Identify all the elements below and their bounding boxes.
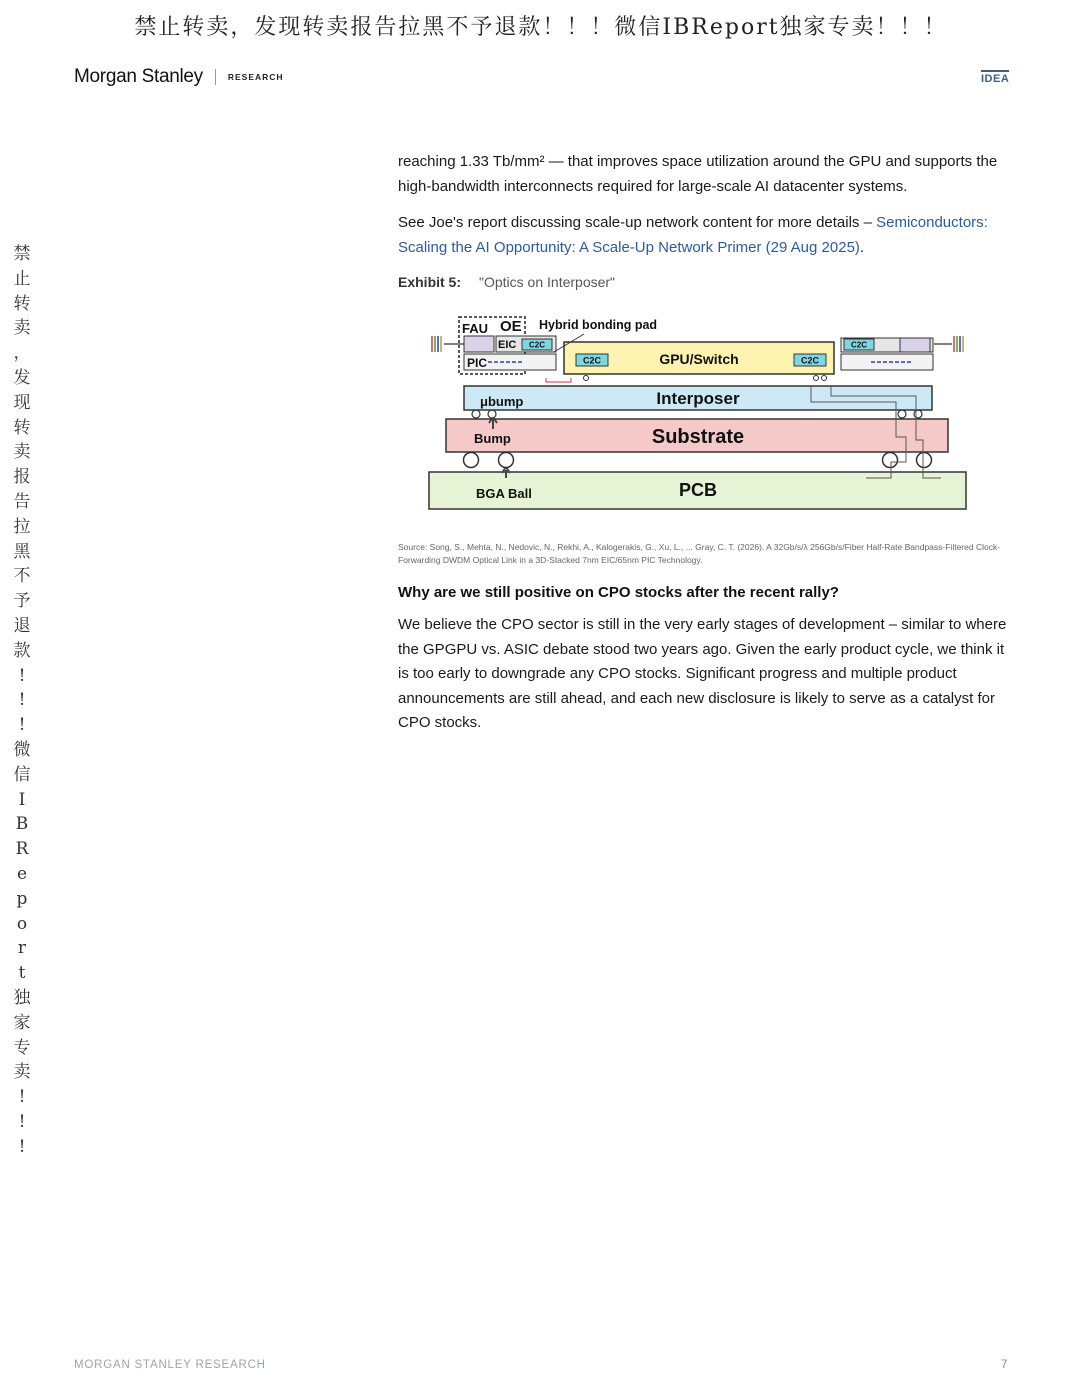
c2c-label: C2C [582,355,602,366]
hybrid-bonding-label: Hybrid bonding pad [539,318,658,332]
routing-trace [546,378,571,382]
substrate-label: Substrate [651,426,745,448]
paragraph-2-text: See Joe's report discussing scale-up network content for more details – [398,214,877,231]
watermark-char: 独 [13,987,31,1008]
bga-ball [464,453,479,468]
brand-divider [215,69,216,85]
ubump-label: μbump [480,394,524,409]
watermark-char: 现 [13,392,31,413]
interposer-label: Interposer [656,389,740,408]
watermark-char: 黑 [13,541,31,562]
watermark-char: B [15,814,29,835]
exhibit-title: "Optics on Interposer" [479,274,616,290]
watermark-char: 转 [13,293,31,314]
paragraph-2 [398,211,1010,260]
fiber-wavelengths-icon [934,336,963,352]
watermark-char: ! [18,1087,26,1108]
bump [472,410,480,418]
paragraph-3: We believe the CPO sector is still in the very early stages of development – similar to where the GPGPU vs. ASIC debate stood two years ago. Given the early product cycle, we think it is too early to downgrade any CPO stocks. Significant progress and multiple product announcements are still ahead, and each new disclosure is likely to serve as a catalyst for CPO stocks. [398,616,1007,731]
paragraph-2-end: . [859,238,865,256]
watermark-banner: 禁止转卖，发现转卖报告拉黑不予退款！！！微信IBReport独家专卖！！！ [134,15,948,40]
c2c-label: C2C [528,340,546,350]
gpu-switch-label: GPU/Switch [659,351,739,367]
watermark-char: 转 [13,417,31,438]
watermark-char: ! [18,690,26,711]
bga-ball [499,453,514,468]
idea-tag: IDEA [981,70,1009,85]
watermark-char: ! [18,665,26,686]
watermark-char: r [17,938,27,959]
section-heading: Why are we still positive on CPO stocks after the recent rally? [398,584,839,601]
bump [914,410,922,418]
fau-block [464,336,494,352]
bump [898,410,906,418]
watermark-char: 发 [13,367,31,388]
watermark-char: 信 [13,764,31,785]
watermark-char: 款 [13,640,31,661]
oe-label: OE [500,318,522,335]
exhibit-caption [398,274,1010,290]
paragraph-1: reaching 1.33 Tb/mm² — that improves space utilization around the GPU and supports the high-bandwidth interconnects required for large-scale AI datacenter systems. [398,153,998,195]
fau-block-right [900,338,930,352]
optics-interposer-diagram [426,312,971,512]
brand-logo: Morgan Stanley [74,66,203,87]
watermark-char: 告 [13,491,31,512]
fiber-wavelengths-icon [432,336,464,352]
c2c-label: C2C [850,340,868,350]
source-note: Source: Song, S., Mehta, N., Nedovic, N., Rekhi, A., Kalogerakis, G., Xu, L., ... Gray, C. T. (2026). A 32Gb/s/λ 256Gb/s/Fiber Half-Rate Bandpass-Filtered Clock-Forwarding DWDM Optical Link in a 3D-Stacked 7nm EIC/65nm PIC Technology. [398,542,1001,565]
watermark-vertical [10,242,34,1159]
watermark-char: 退 [13,615,31,636]
brand-header [74,66,284,88]
watermark-char: 专 [13,1037,31,1058]
bump-label: Bump [474,431,511,446]
watermark-char: p [16,888,28,909]
fau-label: FAU [462,321,488,336]
micro-bump [822,376,827,381]
watermark-char: ! [18,1111,26,1132]
pic-label: PIC [467,356,488,370]
watermark-char: 微 [13,739,31,760]
exhibit-label: Exhibit 5: [398,274,462,290]
watermark-char: e [16,863,28,884]
section-label: RESEARCH [227,72,284,82]
eic-label: EIC [498,339,517,351]
c2c-label: C2C [800,355,820,366]
report-link[interactable]: Semiconductors: Scaling the AI Opportunity: A Scale-Up Network Primer (29 Aug 2025) [398,214,988,256]
micro-bump [814,376,819,381]
bga-ball [917,453,932,468]
micro-bump [584,376,589,381]
bga-ball [883,453,898,468]
watermark-char: o [16,913,28,934]
watermark-char: 予 [13,591,31,612]
watermark-char: 报 [13,467,31,488]
pcb-label: PCB [678,480,718,500]
footer-label: MORGAN STANLEY RESEARCH [74,1359,266,1371]
watermark-char: ! [18,715,26,736]
watermark-char: ， [13,343,31,364]
watermark-char: 卖 [13,1062,31,1083]
watermark-char: R [15,839,29,860]
watermark-char: 拉 [13,516,31,537]
watermark-char: 禁 [13,244,31,264]
watermark-char: 家 [13,1012,31,1033]
bga-ball-label: BGA Ball [476,486,532,501]
watermark-char: 卖 [13,318,31,339]
main-content [398,150,1010,736]
watermark-char: I [18,789,26,810]
watermark-char: 不 [13,566,31,587]
watermark-char: 止 [13,268,31,289]
watermark-char: ! [18,1136,26,1157]
watermark-char: t [18,963,26,984]
page-number: 7 [1001,1359,1008,1371]
watermark-char: 卖 [13,442,31,463]
bump [488,410,496,418]
